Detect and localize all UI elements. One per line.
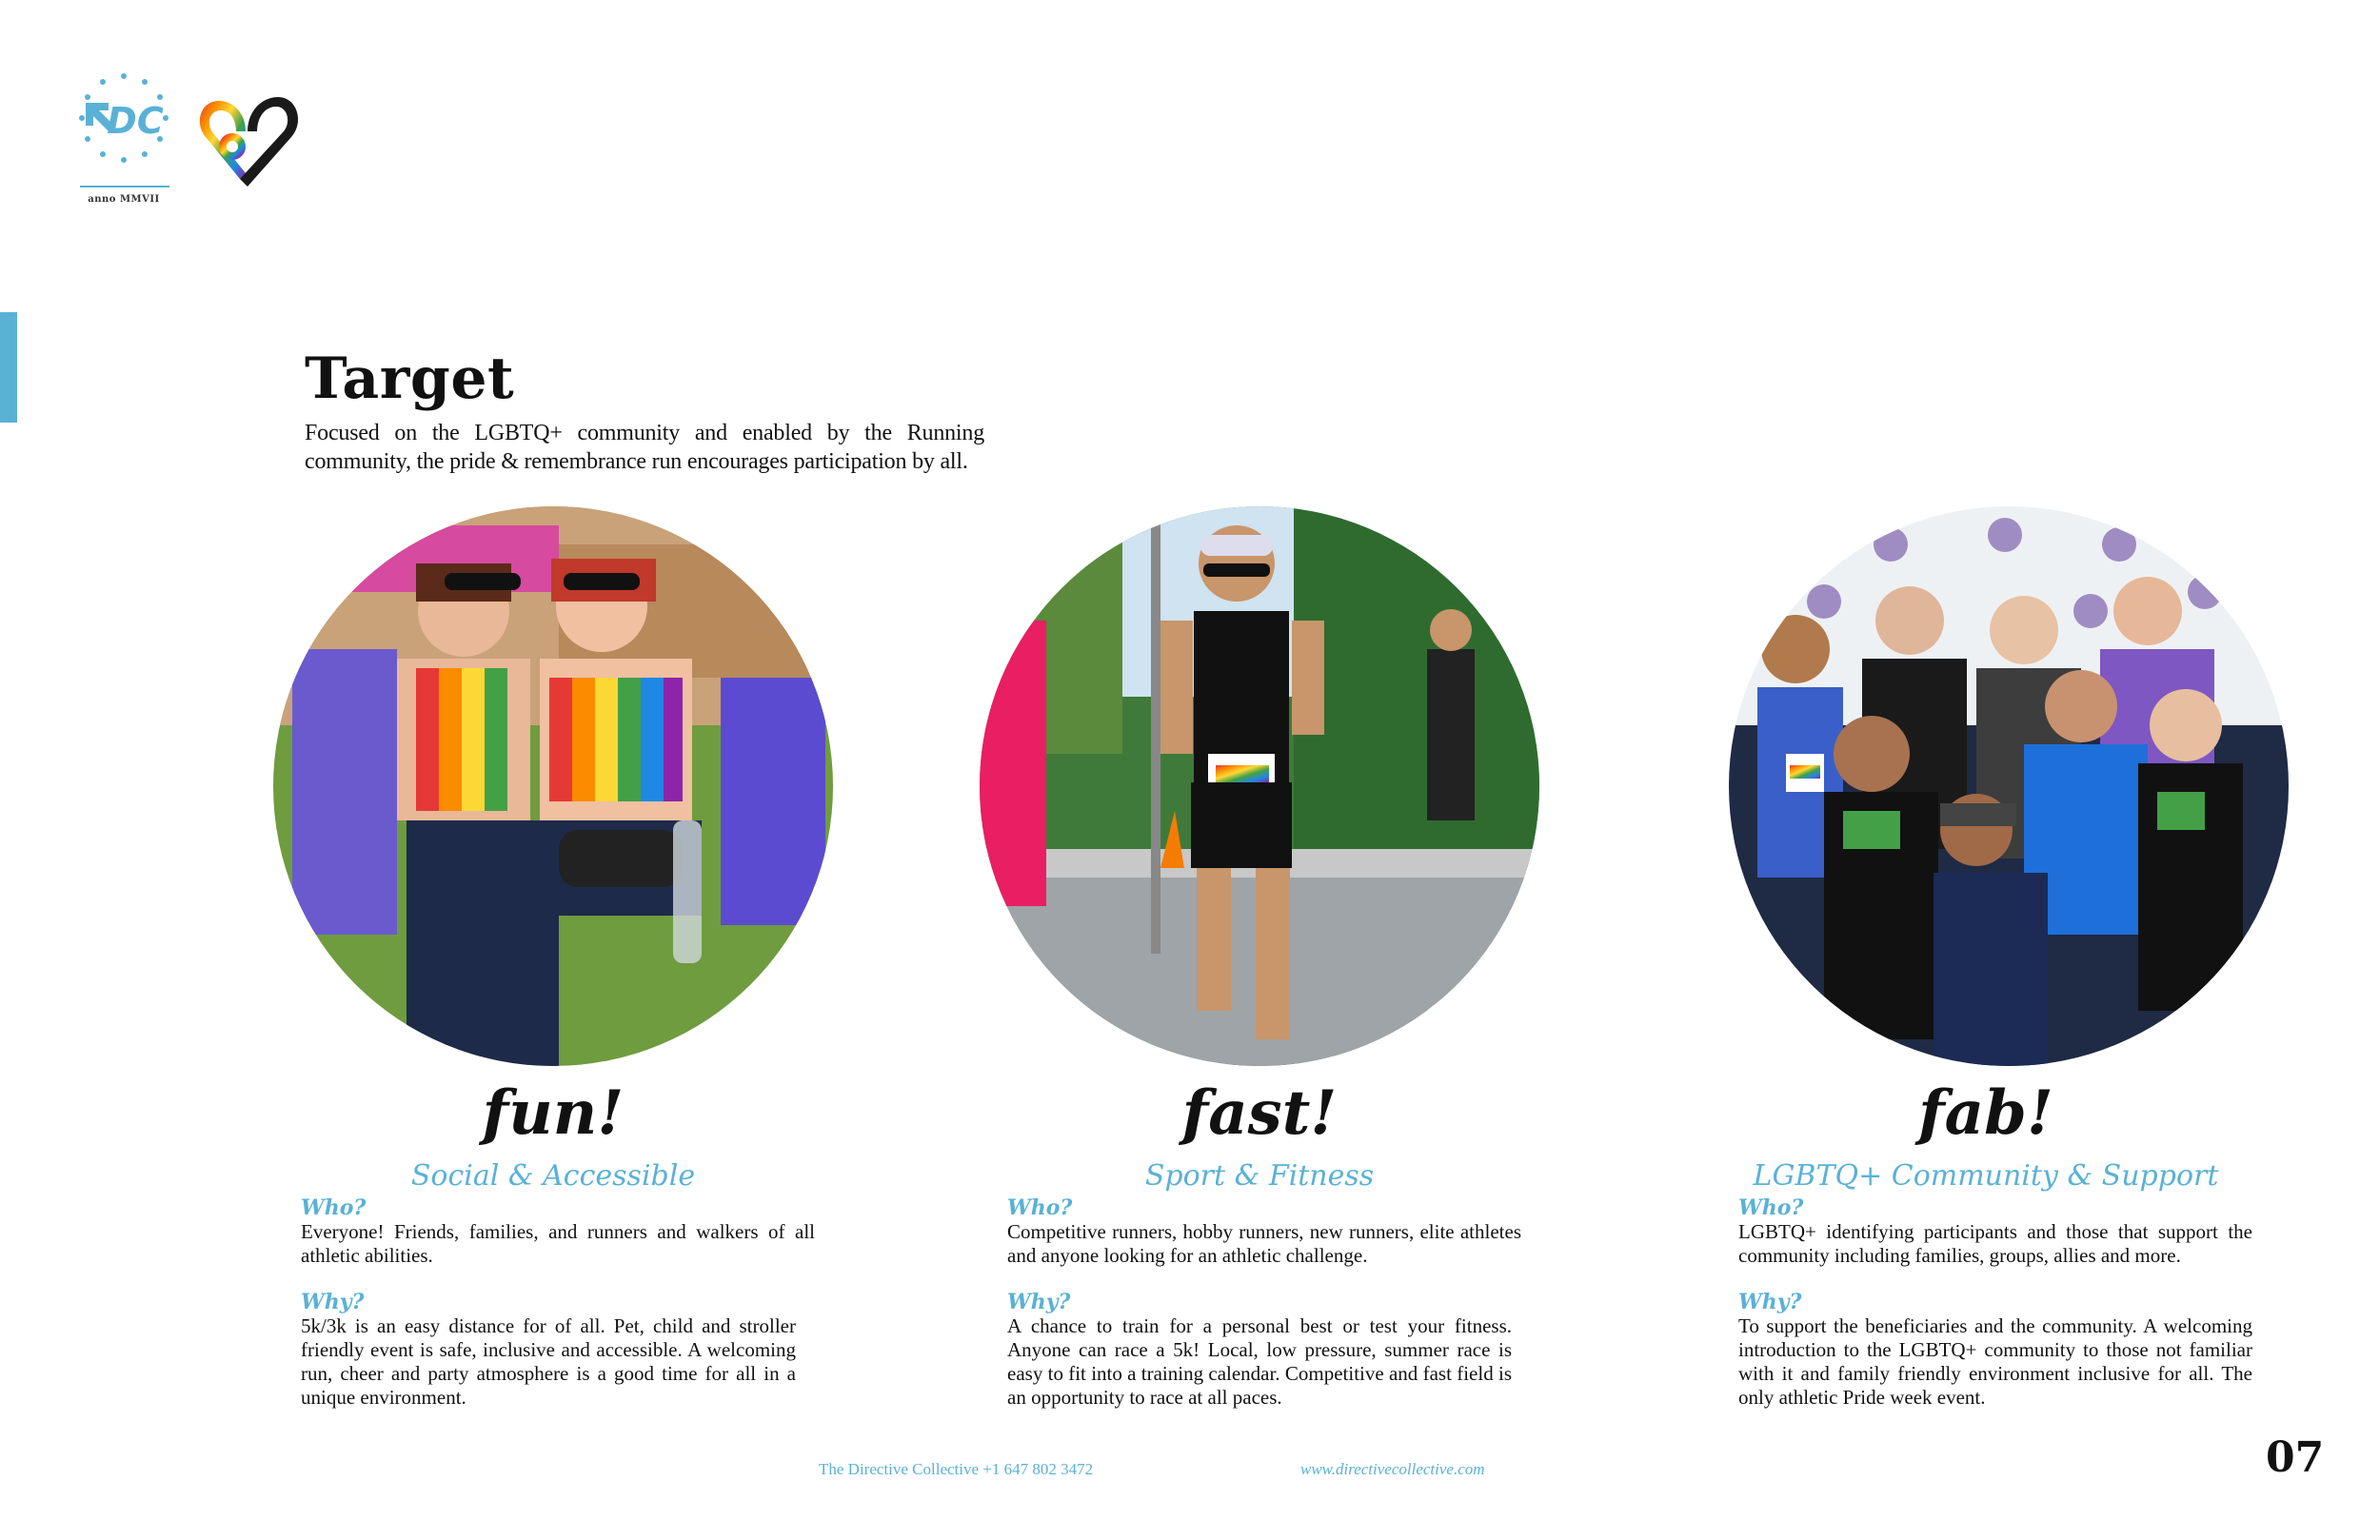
column-fast-word: fast! — [1181, 1077, 1338, 1149]
intro-text: Focused on the LGBTQ+ community and enabled by the Running community, the pride & remembrance run encourages participation by all. — [305, 421, 984, 474]
photo-fab — [1729, 506, 2289, 1066]
column-fun-word: fun! — [482, 1077, 625, 1149]
page-title: Target — [305, 346, 515, 412]
photo-fun — [273, 506, 833, 1066]
footer-contact: The Directive Collective +1 647 802 3472 — [819, 1460, 1094, 1478]
who-text: LGBTQ+ identifying participants and those that support the community including families, groups, allies and more. — [1738, 1220, 2252, 1267]
who-label: Who? — [1738, 1195, 1804, 1220]
column-fast-body — [1007, 1195, 1521, 1410]
column-fun-subtitle: Social & Accessible — [410, 1159, 696, 1193]
column-fab-body — [1738, 1195, 2252, 1410]
why-label: Why? — [301, 1290, 365, 1314]
svg-text:DC: DC — [107, 100, 164, 142]
who-text: Competitive runners, hobby runners, new runners, elite athletes and anyone looking for an athletic challenge. — [1007, 1220, 1521, 1267]
pride-heart-logo — [190, 88, 307, 192]
who-text: Everyone! Friends, families, and runners and walkers of all athletic abilities. — [301, 1220, 815, 1267]
footer-website-link[interactable]: www.directivecollective.com — [1300, 1460, 1485, 1478]
logo-anno: anno MMVII — [88, 194, 160, 205]
column-fast-subtitle: Sport & Fitness — [1144, 1159, 1375, 1193]
heart-logo-icon — [190, 88, 307, 192]
who-label: Who? — [1007, 1195, 1073, 1220]
pride-runners-photo-icon — [273, 506, 833, 1066]
why-text: 5k/3k is an easy distance for of all. Pet, child and stroller friendly event is safe, inclusive and accessible. A welcoming run, cheer and party atmosphere is a good time for all in a unique environment. — [301, 1314, 796, 1409]
racing-runner-photo-icon — [980, 506, 1539, 1066]
why-label: Why? — [1738, 1290, 1802, 1314]
why-text: A chance to train for a personal best or test your fitness. Anyone can race a 5k! Local, low pressure, summer race is easy to fit into a training calendar. Competitive and fast field is an opportunity to race at all paces. — [1007, 1314, 1512, 1409]
who-label: Who? — [301, 1195, 367, 1220]
column-fab-subtitle: LGBTQ+ Community & Support — [1753, 1159, 2219, 1193]
accent-side-bar — [0, 312, 17, 423]
why-label: Why? — [1007, 1290, 1071, 1314]
photo-fast — [980, 506, 1539, 1066]
page-number: 07 — [2266, 1433, 2325, 1482]
column-fab-word: fab! — [1918, 1077, 2053, 1149]
why-text: To support the beneficiaries and the community. A welcoming introduction to the LGBTQ+ community to those not familiar with it and family friendly environment inclusive for all. The only athletic Pride week event. — [1738, 1314, 2252, 1409]
column-fun-body — [301, 1195, 815, 1410]
dc-logo — [67, 65, 190, 217]
group-photo-icon — [1729, 506, 2289, 1066]
